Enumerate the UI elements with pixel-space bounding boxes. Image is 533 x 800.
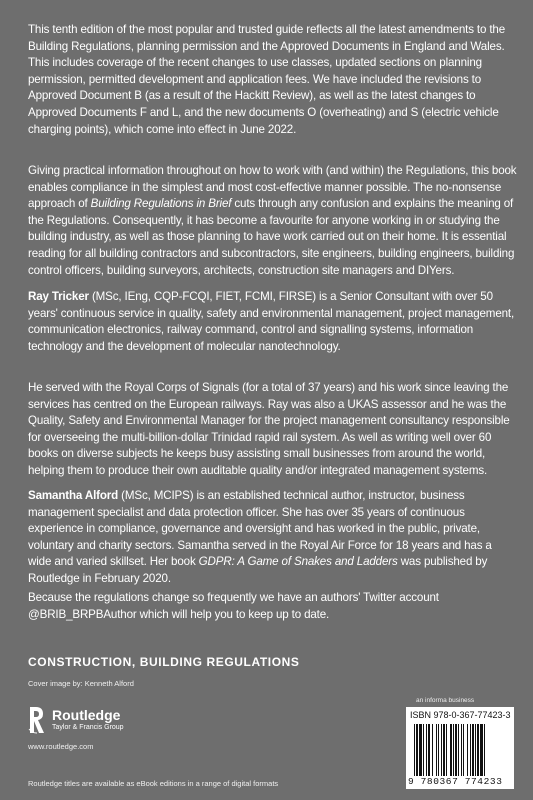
author-name-alford: Samantha Alford — [28, 489, 119, 502]
blurb-p2-text-a: Giving practical information throughout on how to work with (and within) the Regulations, this book enables compliance in the simplest and most cost-effective manner possible. The no-nonsense approach of — [28, 164, 517, 211]
publisher-group: Taylor & Francis Group — [52, 724, 124, 731]
publisher-logo — [28, 706, 124, 734]
publisher-name: Routledge — [52, 707, 121, 723]
book-title: Building Regulations in Brief — [90, 197, 232, 211]
publisher-text — [52, 708, 124, 732]
isbn-barcode — [406, 707, 514, 789]
author-bio-tricker-2: He served with the Royal Corps of Signals (for a total of 37 years) and his work since leaving the services has centred on the European railways. Ray was also a UKAS assessor and he was the Quality, Safety and Environmental Manager for the project management consultancy responsible for overseeing the multi-billion-dollar Trinidad rapid rail system. As well as writing well over 60 books on diverse subjects he keeps busy assisting small businesses from around the world, helping them to produce their own auditable quality and/or integrated management systems. — [28, 381, 510, 477]
author-bio-alford-text-a: (MSc, MCIPS) is an established technical author, instructor, business management specialist and data protection officer. She has over 35 years of continuous experience in compliance, governance and oversight and has worked in the public, private, voluntary and charity sectors. Samantha served in the Royal Air Force for 18 years and has a wide and varied skillset. Her book — [28, 489, 492, 569]
blurb-paragraph-1: This tenth edition of the most popular and trusted guide reflects all the latest amendments to the Building Regulations, planning permission and the Approved Documents in England and Wales. This includes coverage of the recent changes to use classes, updated sections on planning permission, permitted development and application fees. We have included the revisions to Approved Document B (as a result of the Hackitt Review), as well as the latest changes to Approved Documents F and L, and the new documents O (overheating) and S (electric vehicle charging points), which come into effect in June 2022. — [28, 23, 506, 136]
twitter-note: Because the regulations change so frequently we have an authors' Twitter account @BRIB_BRPBAuthor which will help you to keep up to date. — [28, 591, 439, 621]
subject-category: CONSTRUCTION, BUILDING REGULATIONS — [28, 655, 300, 669]
informa-tagline: an informa business — [416, 697, 475, 704]
author-bio-tricker-text: (MSc, IEng, CQP-FCQI, FIET, FCMI, FIRSE) is a Senior Consultant with over 50 years' continuous service in quality, safety and environmental management, project management, communication electronics, railway command, control and signalling systems, information technology and the development of molecular nanotechnology. — [28, 290, 515, 353]
barcode-bars — [412, 724, 508, 776]
blurb-p2-text-b: cuts through any confusion and explains the meaning of the Regulations. Consequently, it has become a favourite for anyone working in or studying the building industry, as well as those planning to have work carried out on their home. It is essential reading for all building contractors and subcontractors, site engineers, building engineers, building control officers, building surveyors, architects, construction site managers and DIYers. — [28, 197, 515, 277]
author-bio-alford-text-b: was published by Routledge in February 2020. — [28, 555, 488, 585]
isbn-number: ISBN 978-0-367-77423-3 — [410, 710, 511, 720]
author-bio-tricker — [28, 289, 518, 355]
author-name-tricker: Ray Tricker — [28, 290, 89, 303]
cover-credit: Cover image by: Kenneth Alford — [28, 679, 134, 688]
alford-book-title: GDPR: A Game of Snakes and Ladders — [198, 555, 398, 569]
publisher-website: www.routledge.com — [28, 742, 94, 751]
barcode-digits: 9 780367 774233 — [408, 776, 503, 787]
ebook-note: Routledge titles are available as eBook editions in a range of digital formats — [28, 779, 279, 788]
blurb-paragraph-2 — [28, 163, 518, 279]
routledge-r-logo-icon — [28, 706, 46, 734]
author-bio-alford — [28, 488, 518, 588]
